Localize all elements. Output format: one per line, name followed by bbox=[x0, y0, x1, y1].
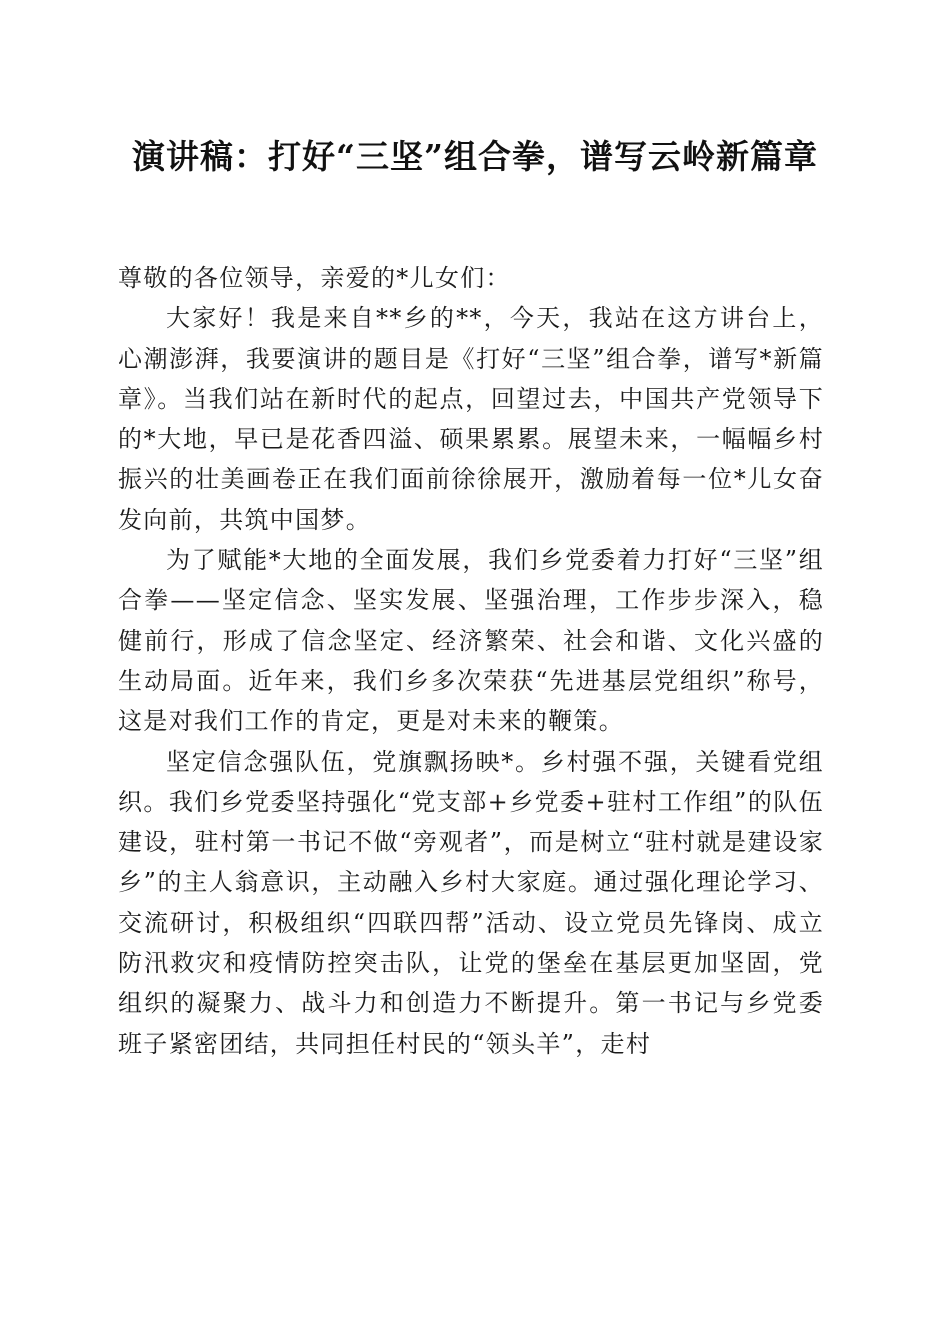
document-title: 演讲稿：打好“三坚”组合拳，谱写云岭新篇章 bbox=[132, 137, 818, 176]
paragraph-three-firm: 为了赋能*大地的全面发展，我们乡党委着力打好“三坚”组合拳——坚定信念、坚实发展、坚强治理，工作步步深入，稳健前行，形成了信念坚定、经济繁荣、社会和谐、文化兴盛的生动局面。近年来，我们乡多次荣获“先进基层党组织”称号，这是对我们工作的肯定，更是对未来的鞭策。 bbox=[118, 546, 824, 736]
salutation: 尊敬的各位领导，亲爱的*儿女们： bbox=[118, 264, 511, 292]
paragraph-firm-belief: 坚定信念强队伍，党旗飘扬映*。乡村强不强，关键看党组织。我们乡党委坚持强化“党支部+乡党委+驻村工作组”的队伍建设，驻村第一书记不做“旁观者”，而是树立“驻村就是建设家乡”的主人翁意识，主动融入乡村大家庭。通过强化理论学习、交流研讨，积极组织“四联四帮”活动、设立党员先锋岗、成立防汛救灾和疫情防控突击队，让党的堡垒在基层更加坚固，党组织的凝聚力、战斗力和创造力不断提升。第一书记与乡党委班子紧密团结，共同担任村民的“领头羊”，走村 bbox=[118, 747, 824, 1058]
document-body bbox=[118, 258, 824, 1064]
paragraph-intro: 大家好！我是来自**乡的**，今天，我站在这方讲台上，心潮澎湃，我要演讲的题目是《打好“三坚”组合拳，谱写*新篇章》。当我们站在新时代的起点，回望过去，中国共产党领导下的*大地，早已是花香四溢、硕果累累。展望未来，一幅幅乡村振兴的壮美画卷正在我们面前徐徐展开，激励着每一位*儿女奋发向前，共筑中国梦。 bbox=[118, 304, 824, 534]
